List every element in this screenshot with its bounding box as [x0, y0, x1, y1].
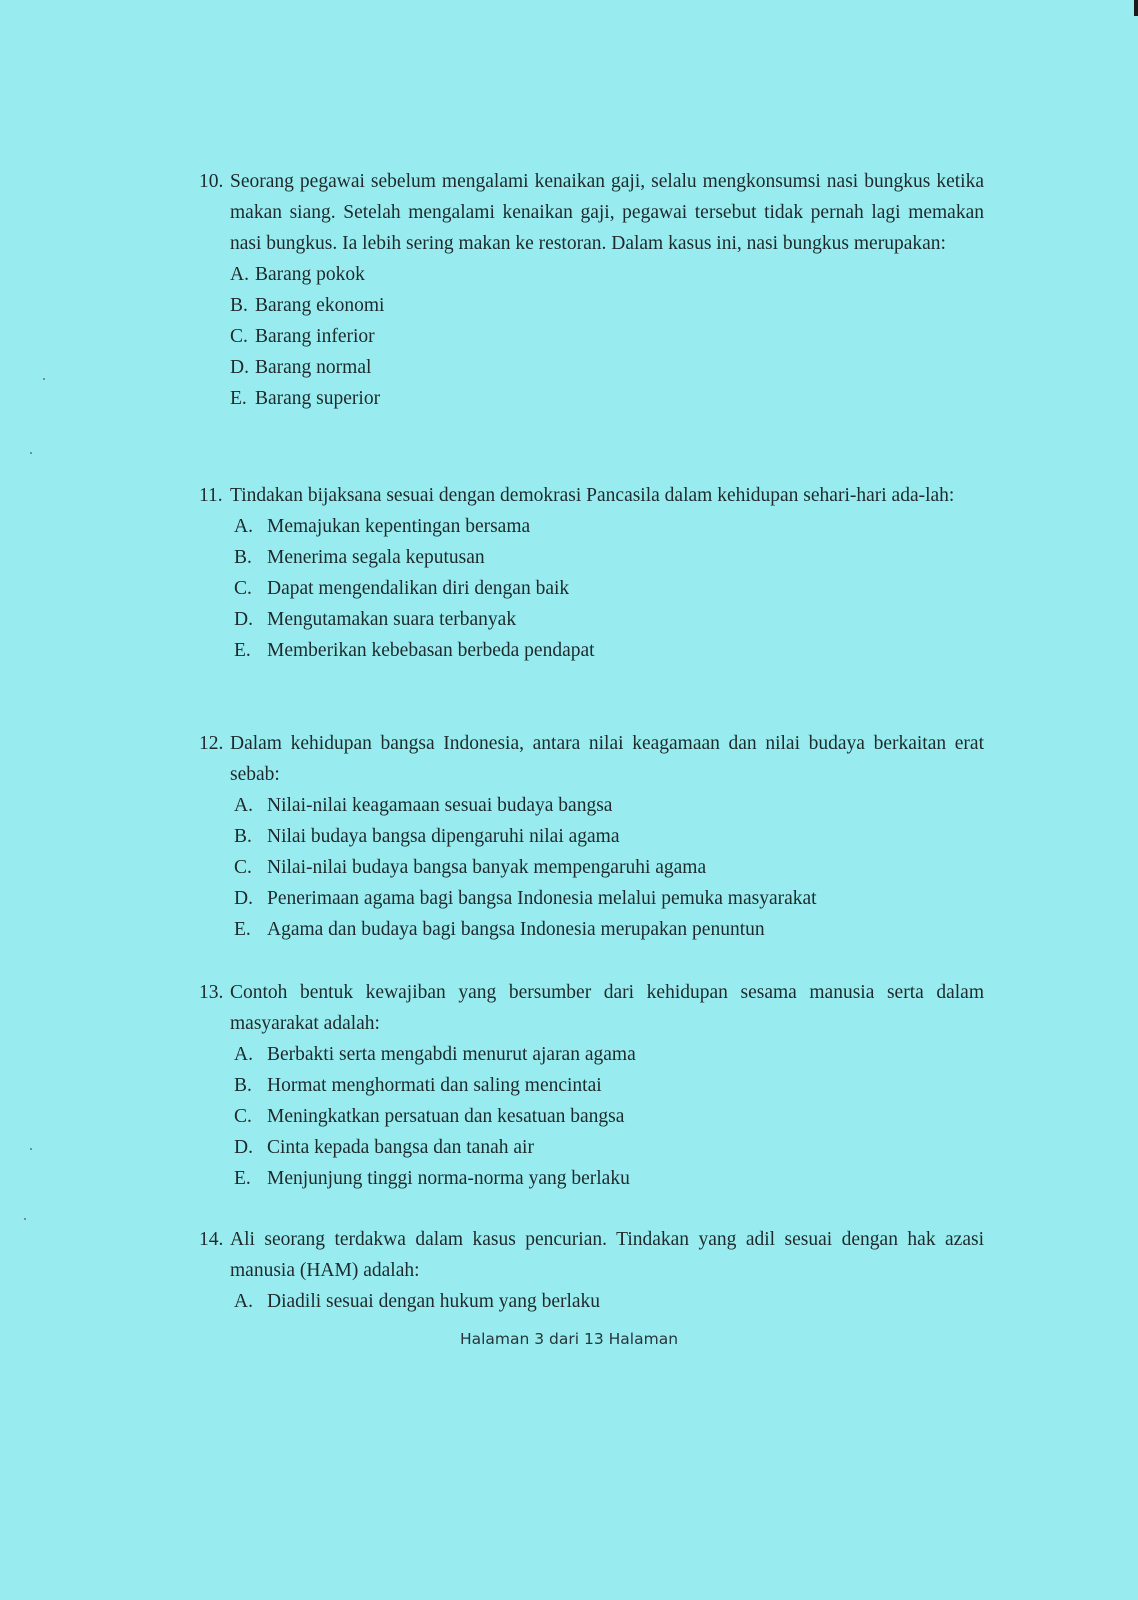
answer-options [230, 259, 984, 414]
question-stem [199, 1224, 984, 1286]
option-c: C. Barang inferior [230, 326, 375, 347]
question-number: 12. [199, 733, 224, 754]
option-c: C. Meningkatkan persatuan dan kesatuan bangsa [234, 1106, 625, 1127]
question-13 [199, 977, 984, 1194]
question-stem [199, 728, 984, 790]
question-text: Seorang pegawai sebelum mengalami kenaikan gaji, selalu mengkonsumsi nasi bungkus ketika makan siang. Setelah mengalami kenaikan gaji, pegawai tersebut tidak pernah lagi memakan nasi bungkus. Ia lebih sering makan ke restoran. Dalam kasus ini, nasi bungkus merupakan: [230, 171, 984, 254]
scan-speck [43, 378, 45, 380]
scan-speck [24, 1218, 26, 1220]
option-b: B. Barang ekonomi [230, 295, 385, 316]
question-10 [199, 166, 984, 414]
option-d: D. Penerimaan agama bagi bangsa Indonesia melalui pemuka masyarakat [234, 888, 817, 909]
question-text: Contoh bentuk kewajiban yang bersumber dari kehidupan sesama manusia serta dalam masyarakat adalah: [230, 982, 984, 1034]
question-number: 10. [199, 171, 224, 192]
question-stem [199, 977, 984, 1039]
option-c: C. Nilai-nilai budaya bangsa banyak mempengaruhi agama [234, 857, 707, 878]
question-number: 11. [199, 485, 223, 506]
option-b: B. Menerima segala keputusan [234, 547, 485, 568]
question-14 [199, 1224, 984, 1317]
question-text: Ali seorang terdakwa dalam kasus pencurian. Tindakan yang adil sesuai dengan hak azasi manusia (HAM) adalah: [230, 1229, 984, 1281]
scan-speck [30, 1148, 32, 1150]
question-number: 13. [199, 982, 224, 1003]
option-e: E. Memberikan kebebasan berbeda pendapat [234, 640, 595, 661]
option-a: A. Diadili sesuai dengan hukum yang berlaku [234, 1291, 601, 1312]
option-e: E. Barang superior [230, 388, 381, 409]
scan-speck [30, 452, 32, 454]
option-d: D. Barang normal [230, 357, 372, 378]
page-footer: Halaman 3 dari 13 Halaman [459, 1330, 679, 1348]
option-a: A. Berbakti serta mengabdi menurut ajaran agama [234, 1044, 636, 1065]
option-c: C. Dapat mengendalikan diri dengan baik [234, 578, 570, 599]
option-b: B. Hormat menghormati dan saling mencintai [234, 1075, 602, 1096]
answer-options [230, 1286, 984, 1317]
scan-edge-mark [1134, 0, 1138, 16]
option-b: B. Nilai budaya bangsa dipengaruhi nilai agama [234, 826, 620, 847]
question-text: Tindakan bijaksana sesuai dengan demokrasi Pancasila dalam kehidupan sehari-hari ada-lah: [230, 485, 955, 506]
question-11 [199, 480, 984, 666]
question-stem [199, 166, 984, 259]
answer-options [230, 1039, 984, 1194]
option-a: A. Barang pokok [230, 264, 365, 285]
question-stem [199, 480, 984, 511]
answer-options [230, 790, 984, 945]
question-12 [199, 728, 984, 945]
option-a: A. Nilai-nilai keagamaan sesuai budaya bangsa [234, 795, 613, 816]
question-text: Dalam kehidupan bangsa Indonesia, antara nilai keagamaan dan nilai budaya berkaitan erat sebab: [230, 733, 984, 785]
option-e: E. Agama dan budaya bagi bangsa Indonesia merupakan penuntun [234, 919, 765, 940]
answer-options [230, 511, 984, 666]
question-number: 14. [199, 1229, 224, 1250]
option-d: D. Cinta kepada bangsa dan tanah air [234, 1137, 534, 1158]
option-d: D. Mengutamakan suara terbanyak [234, 609, 517, 630]
option-a: A. Memajukan kepentingan bersama [234, 516, 531, 537]
option-e: E. Menjunjung tinggi norma-norma yang berlaku [234, 1168, 630, 1189]
